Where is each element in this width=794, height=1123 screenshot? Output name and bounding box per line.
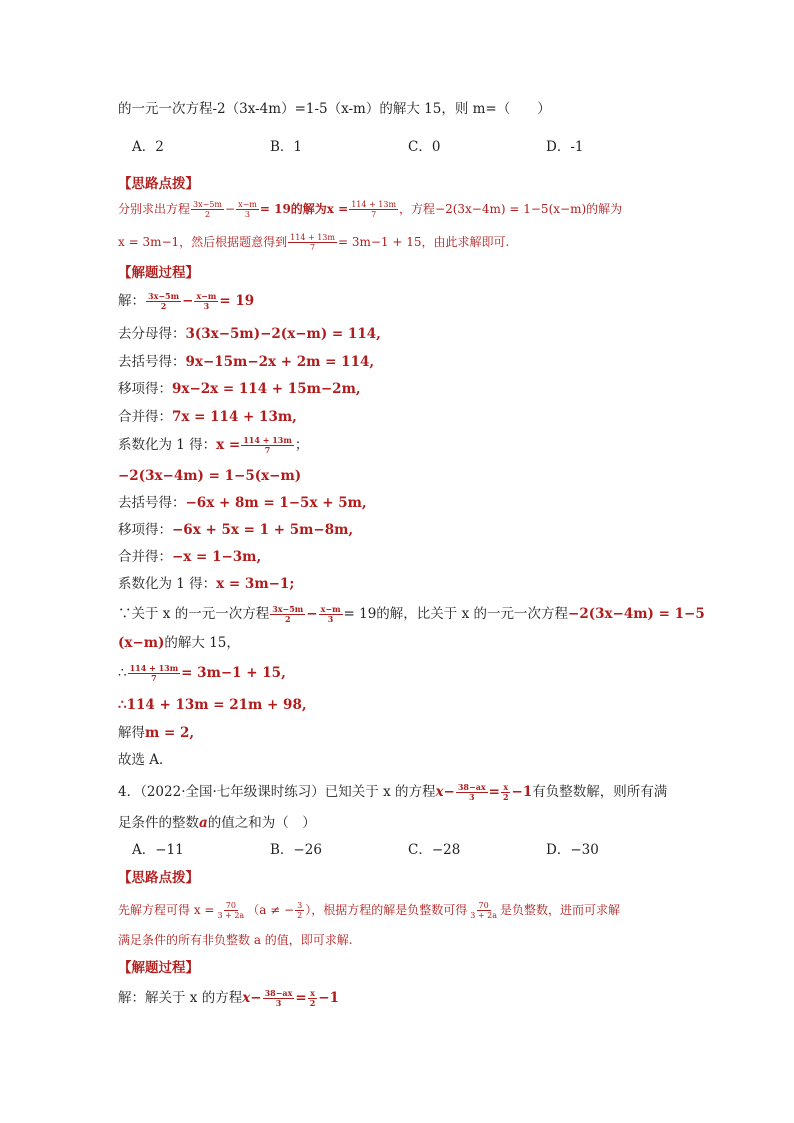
solution-step xyxy=(118,663,286,683)
q3-hint-text: 分别求出方程 xyxy=(118,202,191,216)
q3-options xyxy=(132,137,684,157)
q4-hint-text: 是负整数，进而可求解 xyxy=(499,903,620,917)
fraction: $\frac{3x-5m}{2}$ xyxy=(193,200,222,219)
fraction: $\frac{114 + 13m}{7}$ xyxy=(243,435,292,455)
step-expr: x = xyxy=(216,437,241,453)
step-label: 解：解关于 x 的方程 xyxy=(118,990,243,1006)
solution-step xyxy=(118,988,339,1008)
q4-option-c: C．−28 xyxy=(408,842,461,858)
step-label: 移项得： xyxy=(118,522,172,538)
q3-stem: 的一元一次方程-2（3x-4m）=1-5（x-m）的解大 15，则 m=（ ） xyxy=(118,101,551,117)
fraction: $\frac{3x-5m}{2}$ xyxy=(272,604,304,624)
solution-step xyxy=(118,723,194,743)
q4-hint-text: （a ≠ − xyxy=(247,903,295,917)
q4-stem-text: 的值之和为（ ） xyxy=(207,815,316,831)
step-label: 去括号得： xyxy=(118,354,186,370)
q3-answer: 故选 A． xyxy=(118,752,173,768)
step-expr: 7x = 114 + 13m, xyxy=(172,409,297,425)
solution-step xyxy=(118,407,297,427)
step-expr: ； xyxy=(294,437,309,453)
fraction: $\frac{x}{2}$ xyxy=(309,988,316,1008)
q3-option-d: D．-1 xyxy=(546,139,584,155)
solution-step: ∵关于 x 的一元一次方程 $\frac{3x-5m}{2}$ − $\frac{x-m}{3}$ = 19的解，比关于 x 的一元一次方程−2(3x−4m) = 1−5 xyxy=(118,604,705,624)
solution-step xyxy=(118,493,367,513)
q4-stem-text: 有负整数解，则所有满 xyxy=(532,784,668,800)
math-expr: −1 xyxy=(318,990,339,1006)
q4-stem-text: 4．（2022·全国·七年级课时练习）已知关于 x 的方程 xyxy=(118,784,436,800)
math-expr: x− xyxy=(242,990,262,1006)
q4-hint-text: 先解方程可得 x = xyxy=(118,903,215,917)
q3-solution-title: 【解题过程】 xyxy=(118,265,199,281)
q4-option-a: A．−11 xyxy=(132,842,184,858)
step-expr: x = 3m−1; xyxy=(216,576,295,592)
solution-step xyxy=(118,633,240,653)
fraction: $\frac{3x-5m}{2}$ xyxy=(148,291,180,311)
step-expr: = 19 xyxy=(219,293,255,309)
step-label: 移项得： xyxy=(118,381,172,397)
step-label: 系数化为 1 得： xyxy=(118,437,217,453)
solution-step xyxy=(118,379,361,399)
step-label: 系数化为 1 得： xyxy=(118,576,217,592)
q4-stem-line-1 xyxy=(118,782,667,802)
fraction: $\frac{x-m}{3}$ xyxy=(320,604,341,624)
step-expr: (x−m) xyxy=(118,635,165,651)
q4-hint-title: 【思路点拨】 xyxy=(118,870,199,886)
math-expr: x− xyxy=(435,784,455,800)
solution-step xyxy=(118,520,353,540)
step-label: 解得 xyxy=(118,725,145,741)
step-expr: m = 2, xyxy=(145,725,195,741)
step-label: 去分母得： xyxy=(118,326,186,342)
step-expr: 9x−2x = 114 + 15m−2m, xyxy=(172,381,361,397)
math-expr: = xyxy=(488,784,500,800)
q4-hint-line-2: 满足条件的所有非负整数 a 的值，即可求解. xyxy=(118,933,353,947)
fraction: $\frac{x}{2}$ xyxy=(502,782,509,802)
q4-options xyxy=(132,840,684,860)
step-label: 的解大 15， xyxy=(164,635,240,651)
fraction: $\frac{x-m}{3}$ xyxy=(238,200,257,219)
solution-step xyxy=(118,324,381,344)
step-expr: −6x + 8m = 1−5x + 5m, xyxy=(185,495,367,511)
solution-step xyxy=(118,352,374,372)
q3-hint-text: x = 3m−1，然后根据题意得到 xyxy=(118,235,288,249)
therefore-symbol: ∴ xyxy=(118,665,127,681)
solution-step xyxy=(118,435,308,455)
q3-hint-text: ，方程−2(3x−4m) = 1−5(x−m)的解为 xyxy=(399,202,623,216)
fraction: $\frac{114 + 13m}{7}$ xyxy=(351,200,397,219)
q4-hint-text: ），根据方程的解是负整数可得 xyxy=(305,903,468,917)
q3-option-c: C．0 xyxy=(408,139,441,155)
fraction: $\frac{x-m}{3}$ xyxy=(196,291,217,311)
q4-stem-text: 足条件的整数 xyxy=(118,815,199,831)
solution-step: ∴114 + 13m = 21m + 98, xyxy=(118,697,307,713)
q3-hint-text: = 3m−1 + 15，由此求解即可. xyxy=(337,235,510,249)
q3-hint-text: = 19的解为x = xyxy=(259,202,349,216)
step-expr: 9x−15m−2x + 2m = 114, xyxy=(185,354,375,370)
q3-option-a: A．2 xyxy=(132,139,164,155)
q3-hint-line-2 xyxy=(118,232,509,252)
step-expr: = 3m−1 + 15, xyxy=(181,665,286,681)
fraction: $\frac{38-ax}{3}$ xyxy=(457,782,486,802)
solution-step xyxy=(118,574,294,594)
fraction: $\frac{38-ax}{3}$ xyxy=(264,988,293,1008)
q3-hint-title: 【思路点拨】 xyxy=(118,176,199,192)
step-label: 去括号得： xyxy=(118,495,186,511)
step-expr: −x = 1−3m, xyxy=(172,549,262,565)
step-expr: −2(3x−4m) = 1−5 xyxy=(568,606,705,622)
q3-option-b: B．1 xyxy=(270,139,303,155)
step-label: ∵关于 x 的一元一次方程 xyxy=(118,606,270,622)
solution-step: −2(3x−4m) = 1−5(x−m) xyxy=(118,468,302,484)
step-expr: −6x + 5x = 1 + 5m−8m, xyxy=(172,522,354,538)
step-expr: 3(3x−5m)−2(x−m) = 114, xyxy=(185,326,381,342)
math-expr: −1 xyxy=(511,784,533,800)
q4-stem-line-2 xyxy=(118,813,316,833)
fraction: $\frac{3}{2}$ xyxy=(297,901,303,920)
solution-step: 解： $\frac{3x-5m}{2}$ − $\frac{x-m}{3}$ = 19 xyxy=(118,291,255,311)
solution-step xyxy=(118,547,261,567)
step-label: 合并得： xyxy=(118,409,172,425)
math-expr: = xyxy=(295,990,307,1006)
fraction: $\frac{70}{3 + 2a}$ xyxy=(217,901,245,920)
math-var: a xyxy=(199,815,208,831)
step-label: = 19的解，比关于 x 的一元一次方程 xyxy=(343,606,569,622)
q4-hint-line-1 xyxy=(118,900,620,920)
q4-option-b: B．−26 xyxy=(270,842,322,858)
step-label: 解： xyxy=(118,293,145,309)
step-label: 合并得： xyxy=(118,549,172,565)
q4-option-d: D．−30 xyxy=(546,842,599,858)
fraction: $\frac{70}{3 + 2a}$ xyxy=(470,901,497,920)
fraction: $\frac{114 + 13m}{7}$ xyxy=(290,233,335,252)
q3-hint-line-1: 分别求出方程 $\frac{3x-5m}{2}$ − $\frac{x-m}{3}$ = 19的解为x = $\frac{114 + 13m}{7}$ ，方程−2(3x−4m) = 1−5(x−m)的解为 xyxy=(118,200,623,219)
fraction: $\frac{114 + 13m}{7}$ xyxy=(129,663,179,683)
q4-solution-title: 【解题过程】 xyxy=(118,960,199,976)
